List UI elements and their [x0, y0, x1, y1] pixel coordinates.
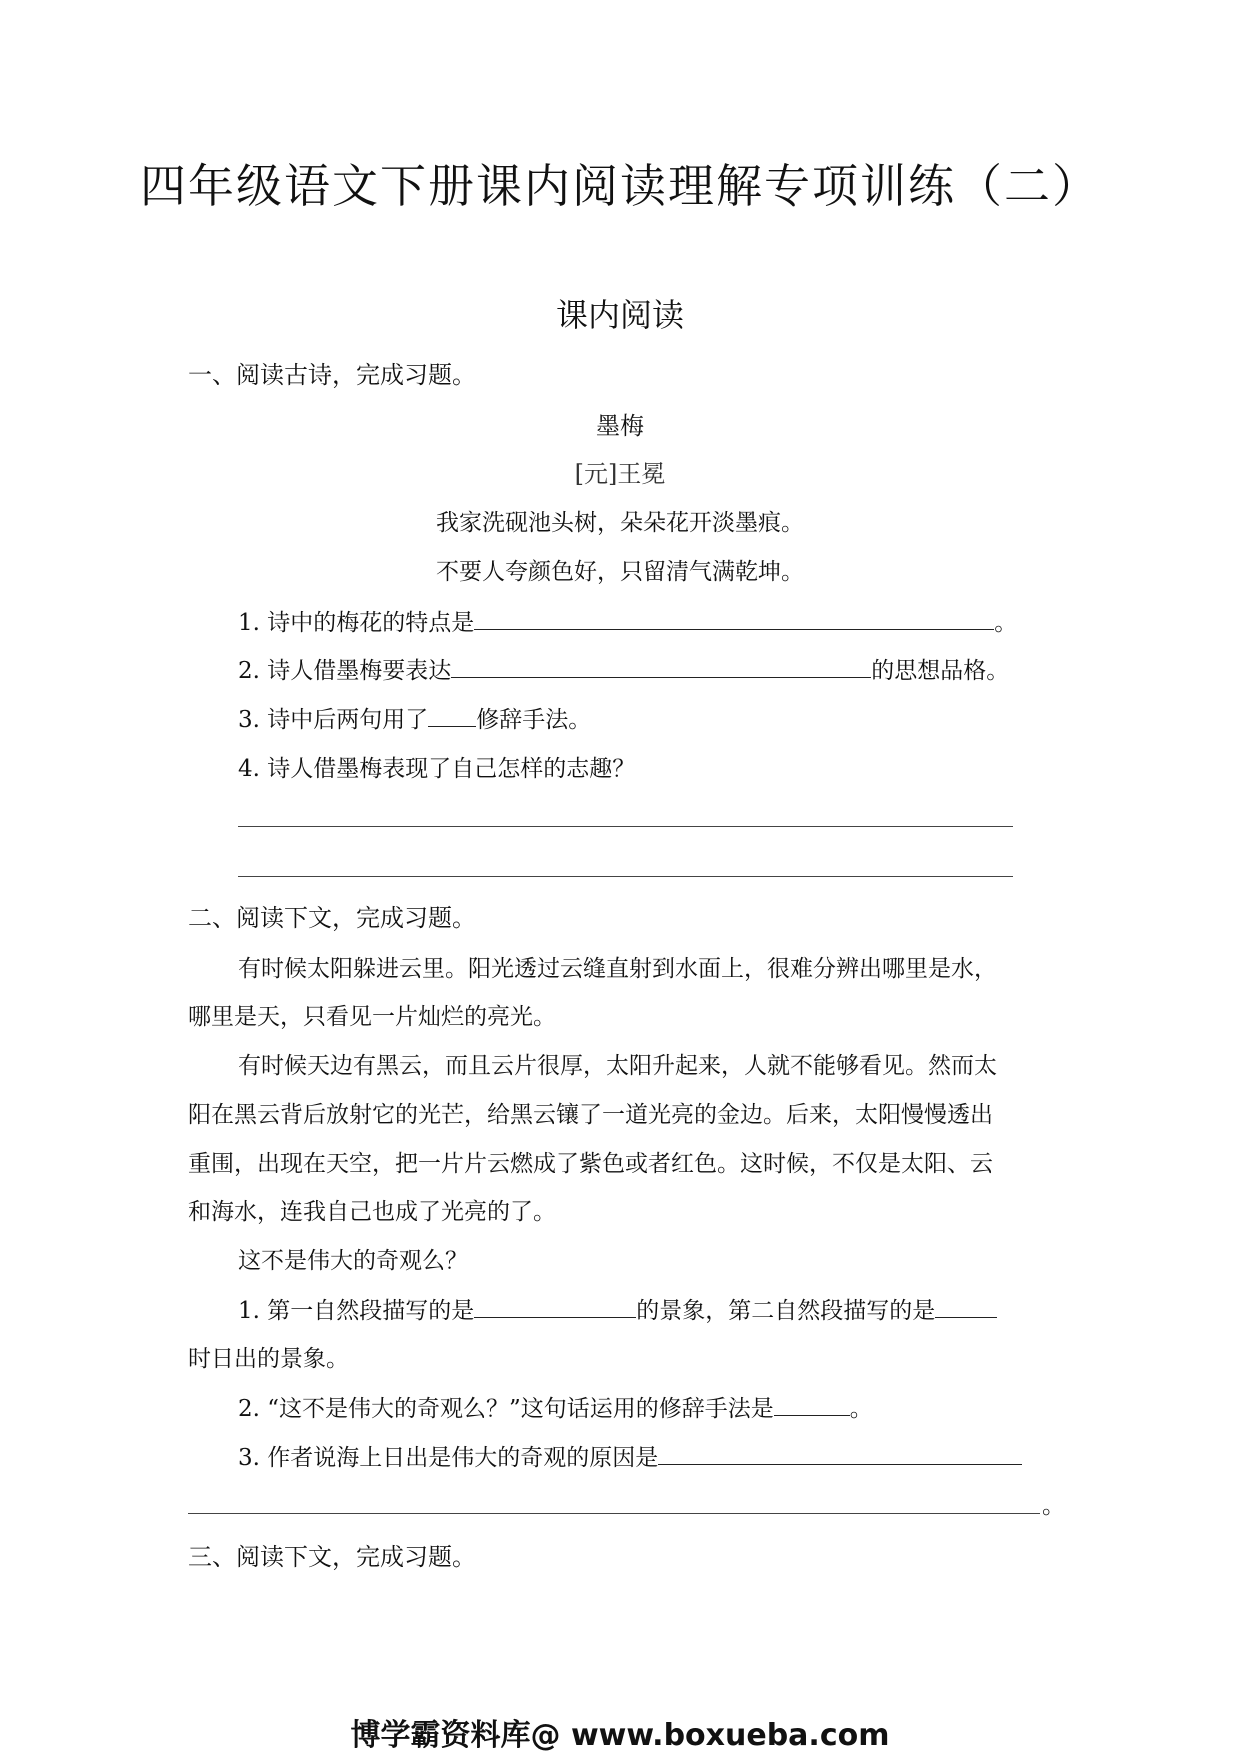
s2-q3-blank[interactable]: [658, 1438, 1022, 1465]
answer-line-2[interactable]: [238, 876, 1013, 877]
s2-question-2: [238, 1389, 873, 1423]
s2-q3-answer-line[interactable]: [188, 1513, 1040, 1514]
s1-q3-text: 3. 诗中后两句用了: [238, 707, 429, 733]
s2-q2-blank[interactable]: [774, 1389, 850, 1416]
passage-p1-line2: 哪里是天，只看见一片灿烂的亮光。: [188, 1004, 556, 1030]
s2-q1-continuation: 时日出的景象。: [188, 1346, 349, 1372]
s1-q2-end: 的思想品格。: [871, 658, 1010, 684]
s1-question-3: [238, 700, 591, 734]
passage-p2-line2: 阳在黑云背后放射它的光芒，给黑云镶了一道光亮的金边。后来，太阳慢慢透出: [188, 1102, 993, 1128]
section-subtitle: 课内阅读: [555, 296, 684, 334]
section3-heading: 三、阅读下文，完成习题。: [188, 1543, 476, 1571]
s1-q2-blank[interactable]: [451, 651, 871, 678]
s2-question-3: [238, 1438, 1022, 1472]
s2-q2-text: 2. “这不是伟大的奇观么？”这句话运用的修辞手法是: [238, 1396, 774, 1422]
s2-q3-text: 3. 作者说海上日出是伟大的奇观的原因是: [238, 1445, 659, 1471]
s2-q1-blank-1[interactable]: [474, 1291, 636, 1318]
footer-watermark: 博学霸资料库@ www.boxueba.com: [350, 1718, 890, 1753]
s1-q3-blank[interactable]: [428, 700, 476, 727]
passage-p2-line3: 重围，出现在天空，把一片片云燃成了紫色或者红色。这时候，不仅是太阳、云: [188, 1151, 993, 1177]
s1-q1-blank[interactable]: [474, 603, 994, 630]
section1-heading: 一、阅读古诗，完成习题。: [188, 361, 476, 389]
poem-author: [元]王冕: [574, 460, 666, 488]
passage-p2-line4: 和海水，连我自己也成了光亮的了。: [188, 1199, 556, 1225]
passage-p1-line1: 有时候太阳躲进云里。阳光透过云缝直射到水面上，很难分辨出哪里是水，: [238, 956, 997, 982]
s1-q1-text: 1. 诗中的梅花的特点是: [238, 610, 475, 636]
passage-p2-line1: 有时候天边有黑云，而且云片很厚，太阳升起来，人就不能够看见。然而太: [238, 1053, 997, 1079]
s2-q2-end: 。: [849, 1396, 873, 1422]
s1-q3-end: 修辞手法。: [476, 707, 592, 733]
s1-question-1: [238, 603, 1017, 637]
poem-line-1: 我家洗砚池头树，朵朵花开淡墨痕。: [436, 510, 804, 536]
s1-q1-end: 。: [994, 610, 1018, 636]
s2-q3-end: 。: [1042, 1493, 1065, 1519]
s2-q1-blank-2[interactable]: [935, 1291, 997, 1318]
poem-line-2: 不要人夸颜色好，只留清气满乾坤。: [436, 559, 804, 585]
s1-question-4: 4. 诗人借墨梅表现了自己怎样的志趣？: [238, 756, 636, 782]
passage-p3-line1: 这不是伟大的奇观么？: [238, 1248, 468, 1274]
s2-q1-text-b: 的景象，第二自然段描写的是: [636, 1298, 936, 1324]
section2-heading: 二、阅读下文，完成习题。: [188, 904, 476, 932]
page-title: 四年级语文下册课内阅读理解专项训练（二）: [140, 159, 1100, 213]
s2-q1-text-a: 1. 第一自然段描写的是: [238, 1298, 475, 1324]
s1-q2-text: 2. 诗人借墨梅要表达: [238, 658, 452, 684]
answer-line-1[interactable]: [238, 826, 1013, 827]
poem-title: 墨梅: [596, 412, 644, 440]
s1-question-2: [238, 651, 1009, 685]
s2-question-1: [238, 1291, 997, 1325]
